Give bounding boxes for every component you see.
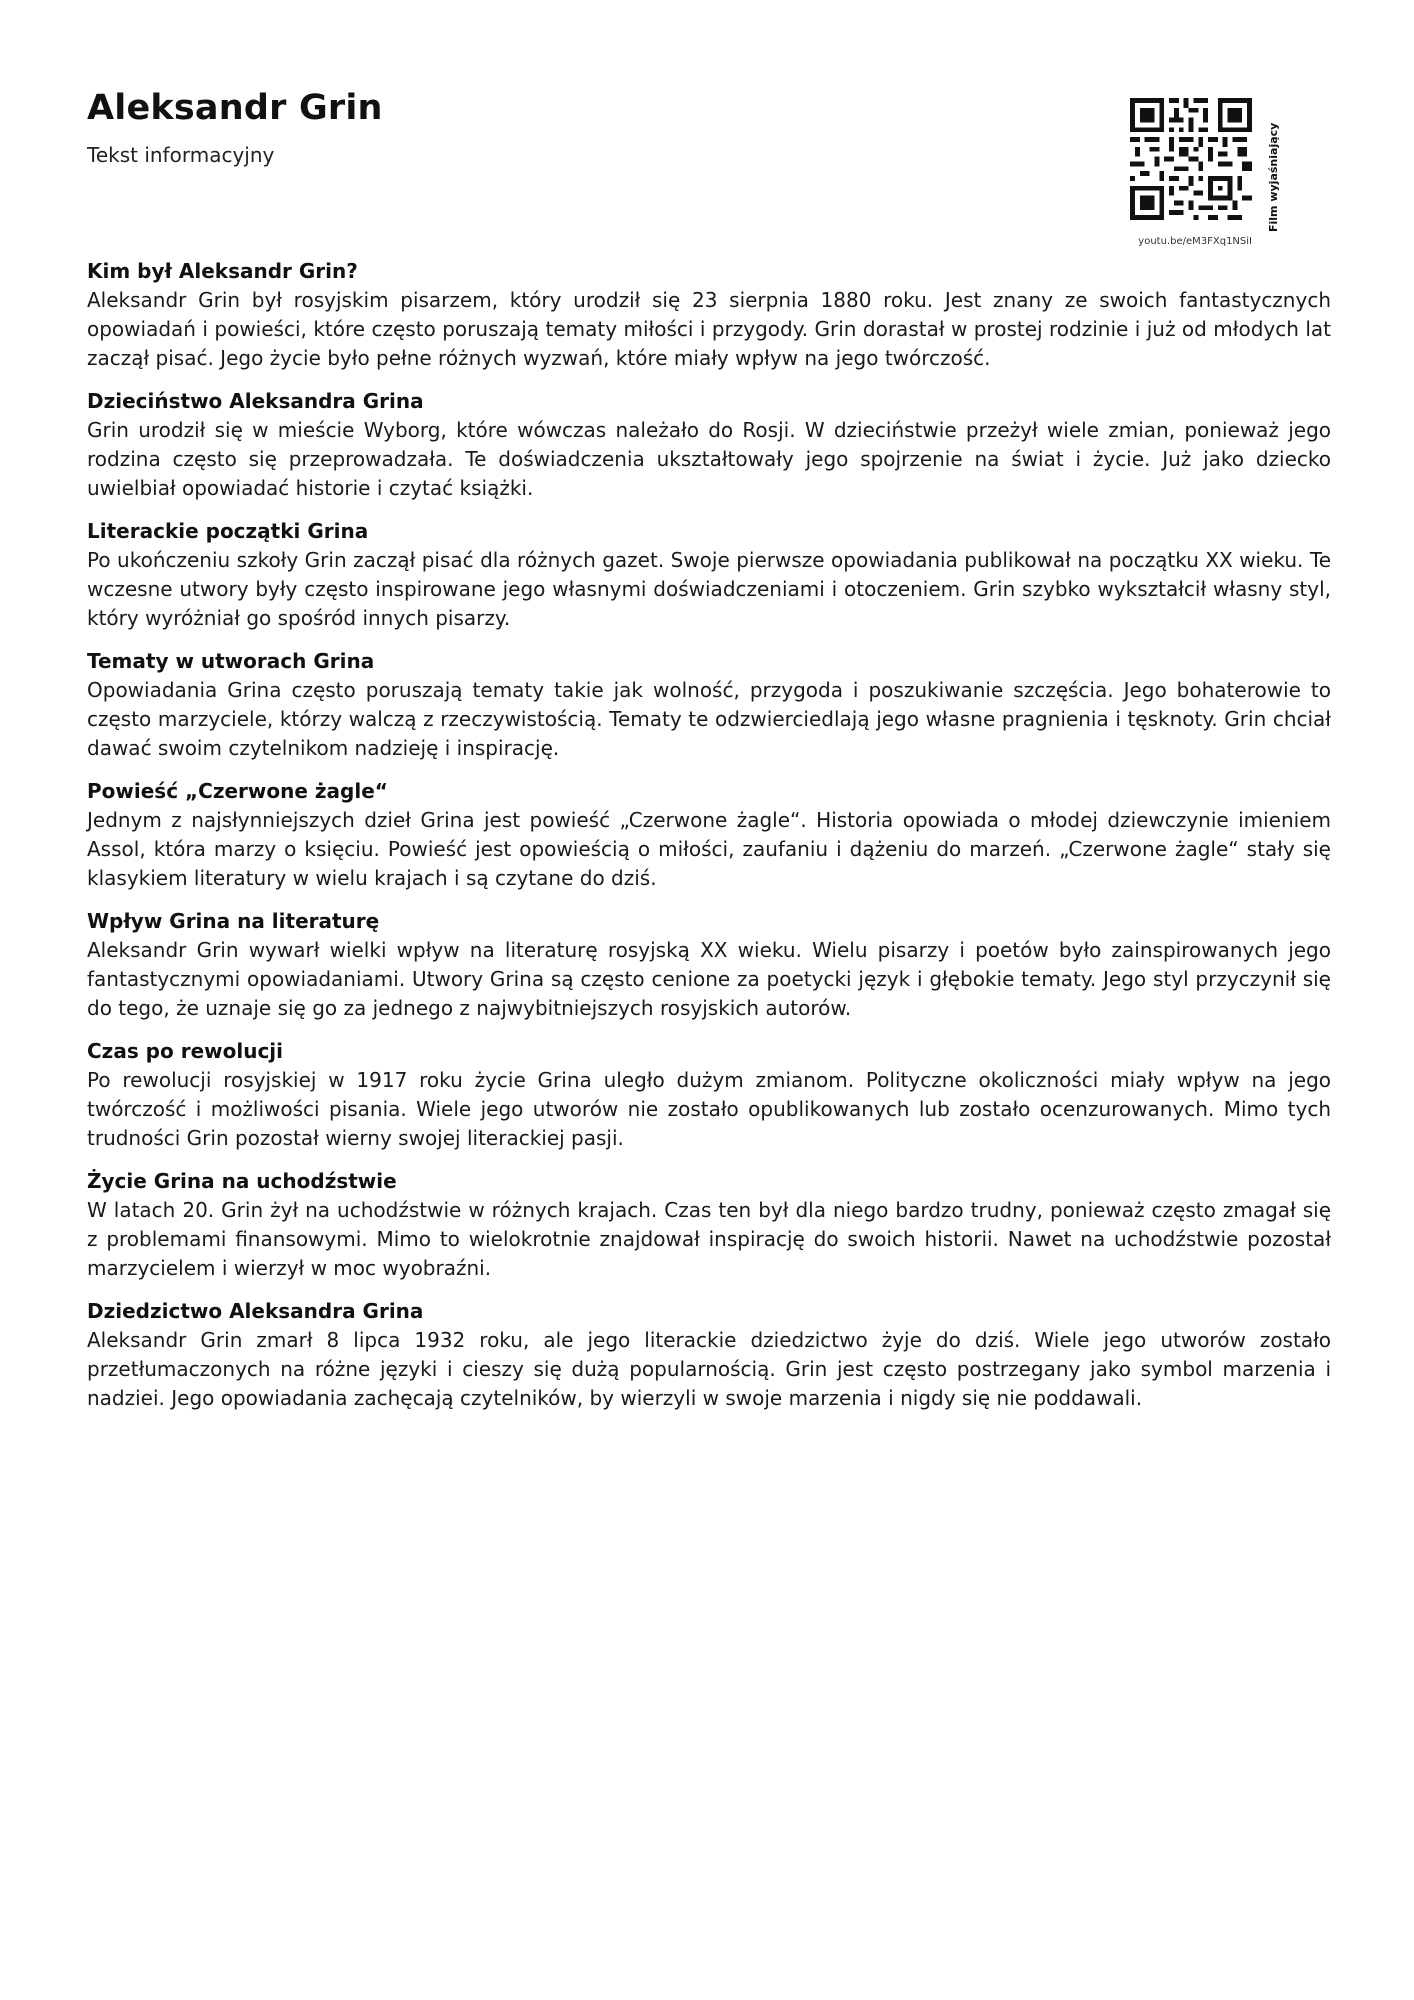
section-body: Aleksandr Grin był rosyjskim pisarzem, który urodził się 23 sierpnia 1880 roku. Jest znany ze swoich fantastycznych opowiadań i powieści, które często poruszają tematy miłości i przygody. Grin dorastał w prostej rodzinie i już od młodych lat zaczął pisać. Jego życie było pełne różnych wyzwań, które miały wpływ na jego twórczość. [87,288,1331,370]
section-heading: Wpływ Grina na literaturę [87,909,380,933]
article-content [87,257,1331,1427]
section-themes [87,647,1331,763]
section-body: Opowiadania Grina często poruszają tematy takie jak wolność, przygoda i poszukiwanie szczęścia. Jego bohaterowie to często marzyciele, którzy walczą z rzeczywistością. Tematy te odzwierciedlają jego własne pragnienia i tęsknoty. Grin chciał dawać swoim czytelnikom nadzieję i inspirację. [87,678,1331,760]
section-body: Po rewolucji rosyjskiej w 1917 roku życie Grina uległo dużym zmianom. Polityczne okoliczności miały wpływ na jego twórczość i możliwości pisania. Wiele jego utworów nie zostało opublikowanych lub zostało ocenzurowanych. Mimo tych trudności Grin pozostał wierny swojej literackiej pasji. [87,1068,1331,1150]
section-heading: Literackie początki Grina [87,519,369,543]
qr-side-label-wrapper [1267,100,1287,235]
qr-code-icon[interactable] [1130,98,1252,220]
document-page [87,0,1331,2000]
section-body: Aleksandr Grin wywarł wielki wpływ na literaturę rosyjską XX wieku. Wielu pisarzy i poetów było zainspirowanych jego fantastycznymi opowiadaniami. Utwory Grina są często cenione za poetycki język i głębokie tematy. Jego styl przyczynił się do tego, że uznaje się go za jednego z najwybitniejszych rosyjskich autorów. [87,938,1331,1020]
section-heading: Dziedzictwo Aleksandra Grina [87,1299,424,1323]
section-heading: Powieść „Czerwone żagle“ [87,779,388,803]
section-body: Po ukończeniu szkoły Grin zaczął pisać dla różnych gazet. Swoje pierwsze opowiadania publikował na początku XX wieku. Te wczesne utwory były często inspirowane jego własnymi doświadczeniami i otoczeniem. Grin szybko wykształcił własny styl, który wyróżniał go spośród innych pisarzy. [87,548,1331,630]
page-title: Aleksandr Grin [87,88,383,128]
section-heading: Życie Grina na uchodźstwie [87,1169,397,1193]
section-emigration [87,1167,1331,1283]
section-beginnings [87,517,1331,633]
section-scarlet-sails [87,777,1331,893]
section-heading: Tematy w utworach Grina [87,649,375,673]
section-legacy [87,1297,1331,1413]
section-body: Aleksandr Grin zmarł 8 lipca 1932 roku, ale jego literackie dziedzictwo żyje do dziś. Wiele jego utworów zostało przetłumaczonych na różne języki i cieszy się dużą popularnością. Grin jest często postrzegany jako symbol marzenia i nadziei. Jego opowiadania zachęcają czytelników, by wierzyli w swoje marzenia i nigdy się nie poddawali. [87,1328,1331,1410]
qr-url[interactable]: youtu.be/eM3FXq1NSiI [1138,236,1252,247]
section-influence [87,907,1331,1023]
section-after-revolution [87,1037,1331,1153]
section-who [87,257,1331,373]
section-heading: Czas po rewolucji [87,1039,284,1063]
page-subtitle: Tekst informacyjny [87,143,275,167]
section-childhood [87,387,1331,503]
qr-block [1130,98,1330,220]
section-body: Jednym z najsłynniejszych dzieł Grina jest powieść „Czerwone żagle“. Historia opowiada o młodej dziewczynie imieniem Assol, która marzy o księciu. Powieść jest opowieścią o miłości, zaufaniu i dążeniu do marzeń. „Czerwone żagle“ stały się klasykiem literatury w wielu krajach i są czytane do dziś. [87,808,1331,890]
section-body: Grin urodził się w mieście Wyborg, które wówczas należało do Rosji. W dzieciństwie przeżył wiele zmian, ponieważ jego rodzina często się przeprowadzała. Te doświadczenia ukształtowały jego spojrzenie na świat i życie. Już jako dziecko uwielbiał opowiadać historie i czytać książki. [87,418,1331,500]
qr-side-label: Film wyjaśniający [1267,122,1280,232]
section-body: W latach 20. Grin żył na uchodźstwie w różnych krajach. Czas ten był dla niego bardzo trudny, ponieważ często zmagał się z problemami finansowymi. Mimo to wielokrotnie znajdował inspirację do swoich historii. Nawet na uchodźstwie pozostał marzycielem i wierzył w moc wyobraźni. [87,1198,1331,1280]
section-heading: Dzieciństwo Aleksandra Grina [87,389,424,413]
section-heading: Kim był Aleksandr Grin? [87,259,358,283]
